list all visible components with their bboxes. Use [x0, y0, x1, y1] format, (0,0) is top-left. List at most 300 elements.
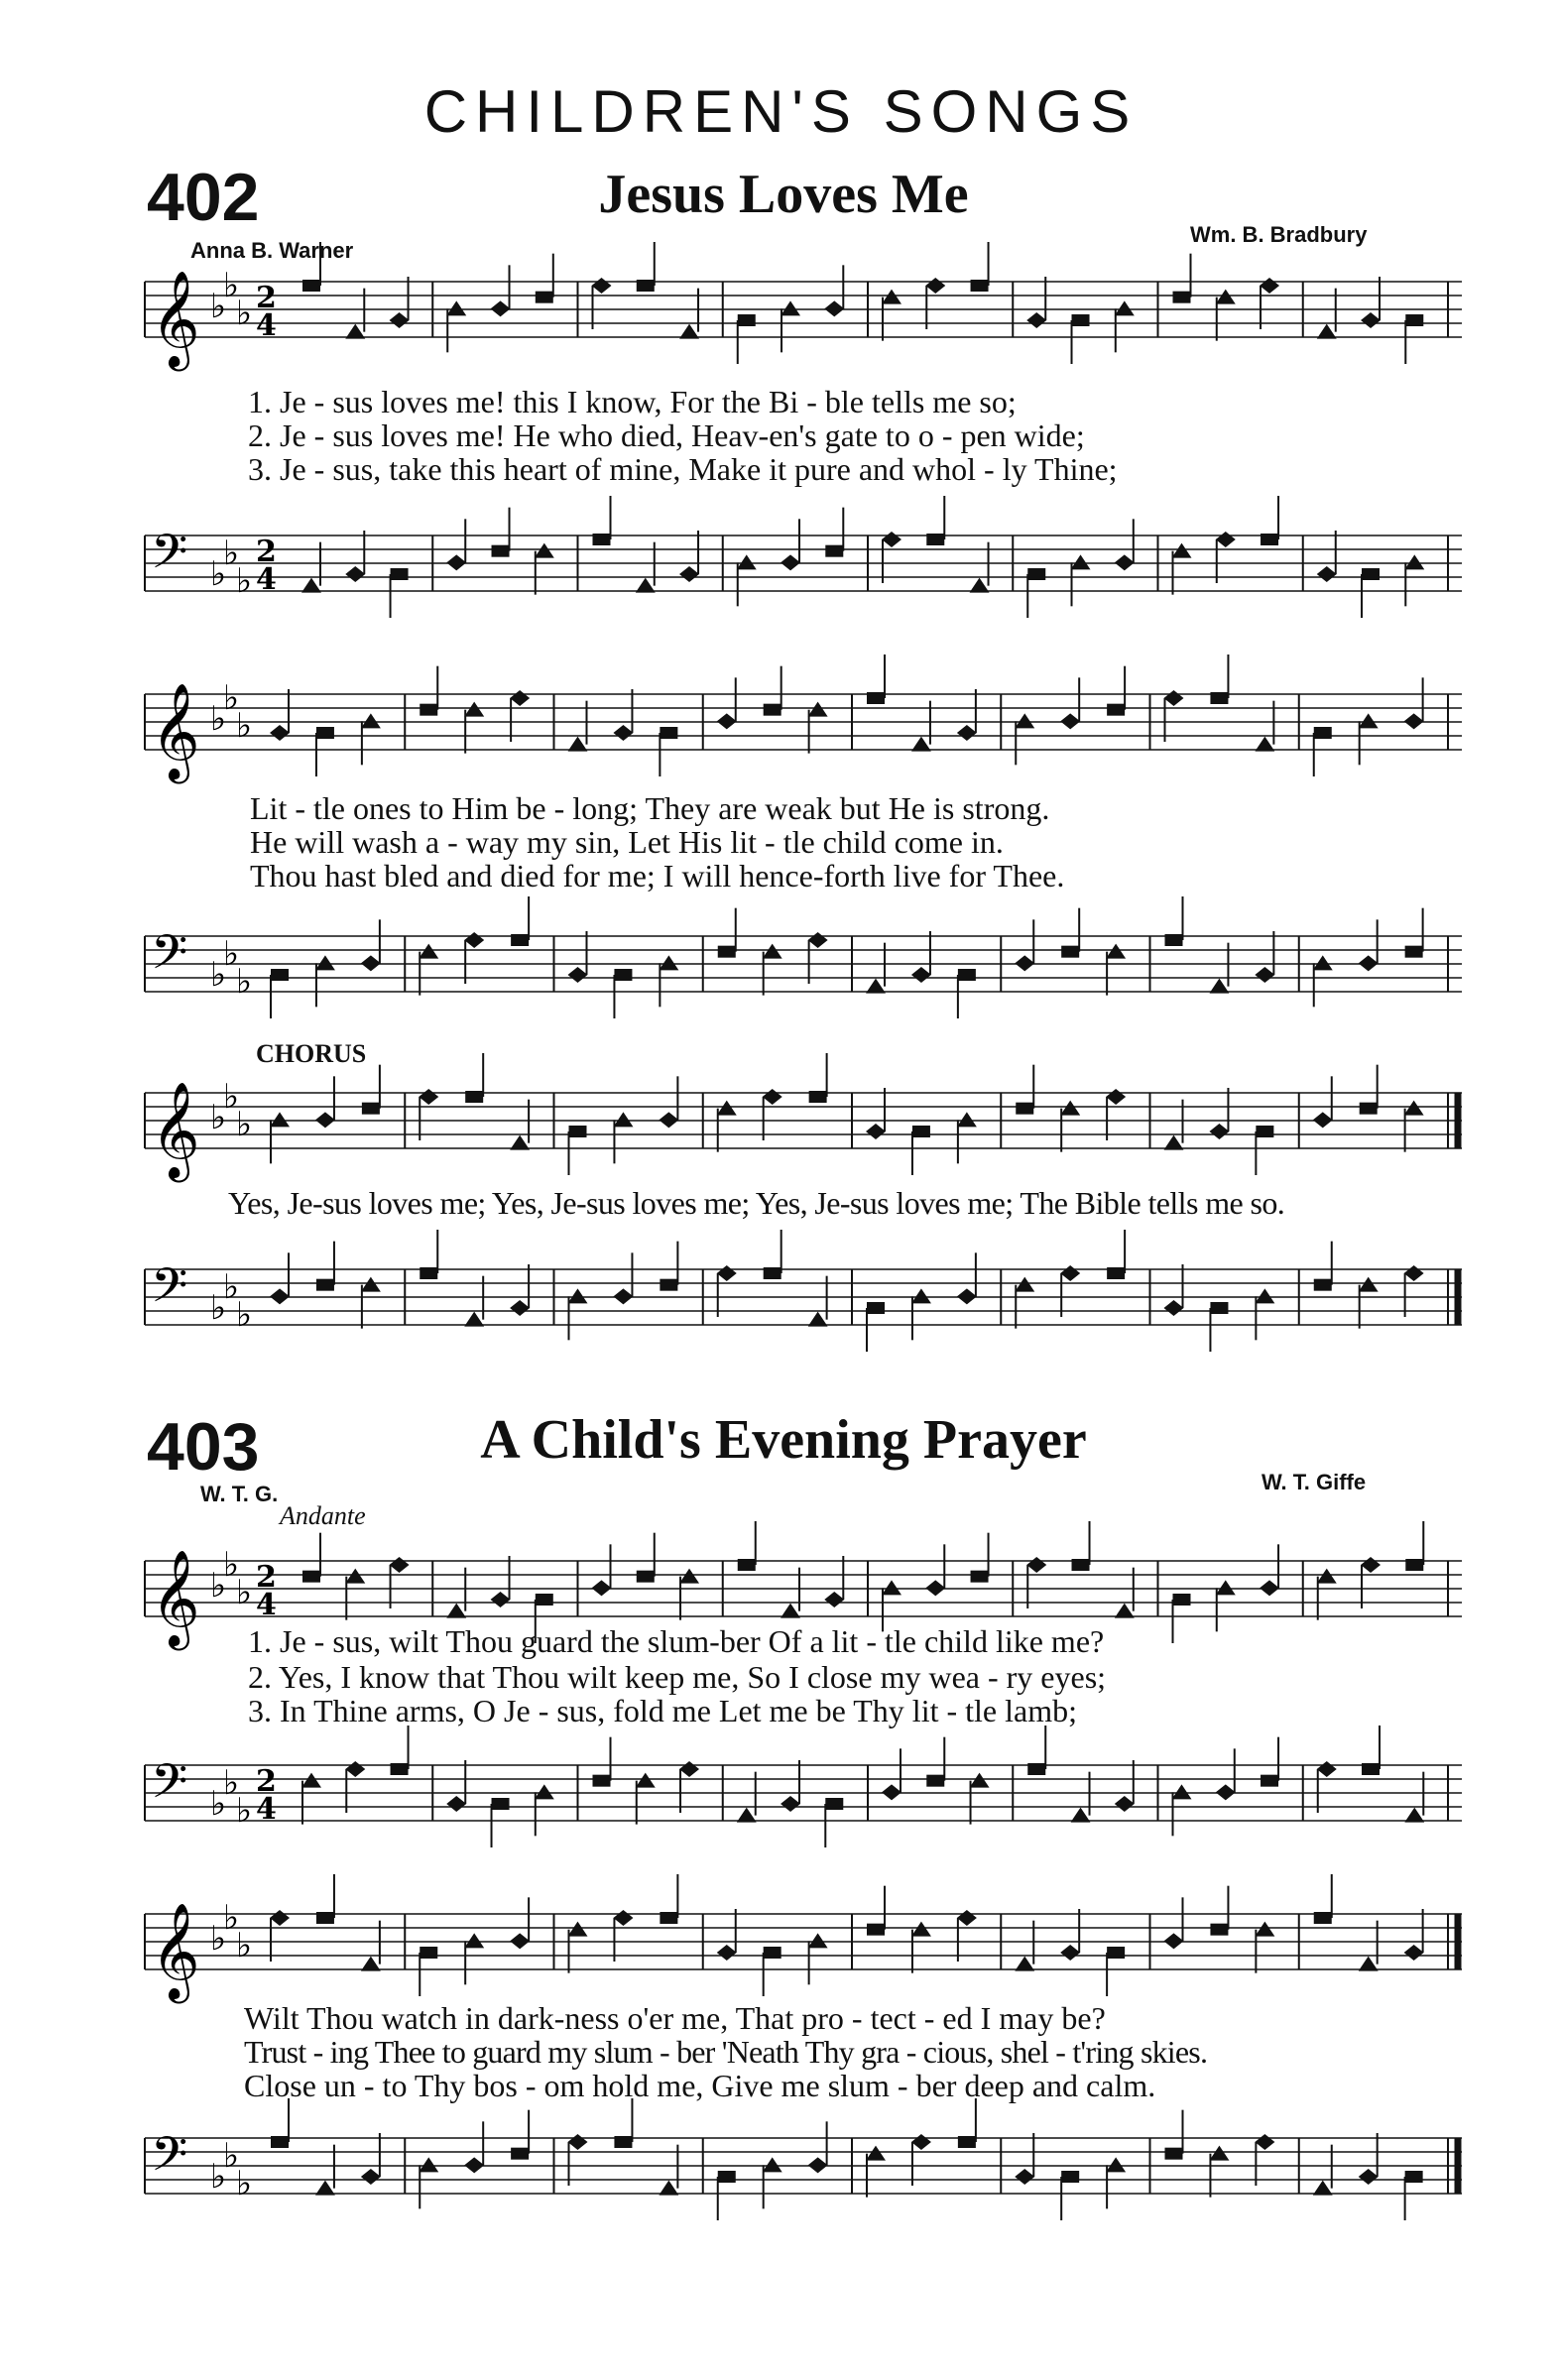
note-head — [911, 967, 931, 983]
chorus-label-402: CHORUS — [256, 1039, 367, 1068]
treble-clef-icon: 𝄞 — [151, 682, 200, 779]
note-head — [510, 1933, 530, 1949]
note-head — [911, 737, 931, 752]
music-credit-402: Wm. B. Bradbury — [1190, 222, 1368, 247]
note-head — [738, 314, 756, 326]
lyric-402-1-v2: 2. Je - sus loves me! He who died, Heav-en's gate to o - pen wide; — [248, 417, 1085, 453]
note-head — [361, 2169, 381, 2185]
note-head — [1107, 704, 1125, 716]
note-head — [679, 324, 699, 339]
note-head — [808, 932, 828, 948]
staff-403-2-bass — [139, 2116, 1468, 2225]
note-head — [1255, 967, 1274, 983]
note-head — [781, 300, 800, 315]
note-head — [911, 1288, 931, 1303]
note-head — [1317, 566, 1337, 582]
note-head — [679, 566, 699, 582]
note-head — [1255, 737, 1274, 752]
note-head — [271, 2136, 289, 2148]
note-head — [637, 1571, 655, 1583]
note-head — [568, 2134, 588, 2150]
section-title: CHILDREN'S SONGS — [423, 78, 1139, 145]
lyric-403-2-v2: Trust - ing Thee to guard my slum - ber 'Neath Thy gra - cious, shel - t'ring skies. — [244, 2034, 1208, 2070]
note-head — [717, 713, 737, 729]
note-head — [1216, 1784, 1236, 1800]
note-head — [824, 300, 844, 316]
note-head — [316, 1279, 334, 1291]
note-head — [1359, 955, 1379, 971]
note-head — [1317, 324, 1337, 339]
flat-icon: ♭ — [223, 266, 240, 305]
note-head — [957, 1910, 977, 1926]
words-credit-403: W. T. G. — [200, 1482, 279, 1506]
music-credit-403: W. T. Giffe — [1262, 1470, 1367, 1494]
note-head — [510, 1300, 530, 1316]
flat-icon: ♭ — [236, 1791, 253, 1831]
staff-402-3-bass — [139, 1248, 1468, 1357]
note-head — [925, 278, 945, 294]
flat-icon: ♭ — [223, 1763, 240, 1803]
note-head — [659, 955, 678, 970]
note-head — [420, 1947, 437, 1959]
note-head — [1210, 1302, 1228, 1314]
flat-icon: ♭ — [223, 534, 240, 573]
time-signature-bottom: 4 — [256, 1588, 277, 1622]
note-head — [1027, 568, 1045, 580]
flat-icon: ♭ — [210, 1919, 227, 1959]
note-head — [781, 1796, 800, 1812]
note-head — [1216, 1580, 1236, 1595]
time-signature-bottom: 4 — [256, 1792, 277, 1827]
note-head — [1404, 713, 1424, 729]
words-credit-402: Anna B. Warner — [190, 238, 354, 263]
flat-icon: ♭ — [210, 1288, 227, 1328]
flat-icon: ♭ — [223, 934, 240, 974]
note-head — [912, 1126, 930, 1137]
note-head — [1404, 1945, 1424, 1961]
note-head — [464, 702, 484, 717]
note-head — [1210, 1924, 1228, 1936]
note-head — [808, 2157, 828, 2173]
bass-clef-icon: 𝄢 — [151, 524, 188, 591]
flat-icon: ♭ — [236, 2164, 253, 2203]
note-head — [361, 955, 381, 971]
note-head — [446, 554, 466, 570]
note-head — [345, 324, 365, 339]
note-head — [446, 300, 466, 315]
time-signature-top: 2 — [256, 1764, 277, 1799]
note-head — [866, 2146, 886, 2161]
note-head — [1209, 979, 1229, 994]
note-head — [361, 1277, 381, 1292]
flat-icon: ♭ — [223, 1267, 240, 1307]
note-head — [1173, 292, 1191, 303]
note-head — [361, 713, 381, 728]
note-head — [511, 2148, 529, 2160]
note-head — [614, 2136, 632, 2148]
flat-icon: ♭ — [210, 2157, 227, 2197]
note-head — [316, 727, 334, 739]
note-head — [1255, 2134, 1274, 2150]
lyric-402-2-v1: Lit - tle ones to Him be - long; They are weak but He is strong. — [250, 790, 1050, 826]
note-head — [866, 979, 886, 994]
note-head — [1027, 1763, 1045, 1775]
note-head — [1173, 1594, 1191, 1606]
note-head — [764, 1947, 781, 1959]
note-head — [1071, 1808, 1091, 1823]
flat-icon: ♭ — [236, 962, 253, 1002]
note-head — [718, 946, 736, 958]
note-head — [659, 1112, 678, 1128]
note-head — [925, 1580, 945, 1596]
note-head — [420, 1267, 437, 1279]
note-head — [536, 292, 553, 303]
note-head — [824, 1592, 844, 1607]
note-head — [1405, 1559, 1423, 1571]
note-head — [302, 1571, 320, 1583]
note-head — [781, 554, 800, 570]
note-head — [1313, 1112, 1333, 1128]
staff-402-1-bass — [139, 514, 1468, 623]
hymn-number-403: 403 — [147, 1409, 260, 1485]
note-head — [1359, 2169, 1379, 2185]
staff-403-2-treble — [139, 1892, 1468, 2001]
lyric-402-1-v3: 3. Je - sus, take this heart of mine, Make it pure and whol - ly Thine; — [248, 451, 1118, 487]
note-head — [1115, 1604, 1135, 1618]
lyric-402-2-v2: He will wash a - way my sin, Let His lit - tle child come in. — [250, 824, 1004, 860]
note-head — [867, 1924, 885, 1936]
note-head — [1404, 554, 1424, 569]
flat-icon: ♭ — [210, 287, 227, 326]
note-head — [867, 692, 885, 704]
note-head — [1255, 1922, 1274, 1937]
note-head — [1314, 727, 1332, 739]
note-head — [464, 932, 484, 948]
time-signature-top: 2 — [256, 535, 277, 569]
note-head — [1016, 1103, 1033, 1115]
note-head — [1261, 1775, 1278, 1787]
note-head — [446, 1796, 466, 1812]
note-head — [1313, 955, 1333, 970]
note-head — [1314, 1279, 1332, 1291]
note-head — [390, 312, 410, 328]
note-head — [1362, 568, 1380, 580]
note-head — [737, 1808, 757, 1823]
note-head — [825, 1798, 843, 1810]
flat-icon: ♭ — [236, 1926, 253, 1965]
note-head — [971, 280, 989, 292]
note-head — [361, 1957, 381, 1971]
note-head — [1015, 2169, 1034, 2185]
note-head — [1060, 1945, 1080, 1961]
treble-clef-icon: 𝄞 — [151, 270, 200, 367]
tempo-marking-403: Andante — [280, 1501, 366, 1530]
note-head — [271, 969, 289, 981]
note-head — [1404, 1101, 1424, 1116]
note-head — [464, 1312, 484, 1327]
flat-icon: ♭ — [223, 1545, 240, 1585]
note-head — [882, 532, 901, 547]
note-head — [535, 543, 554, 558]
staff-402-3-treble — [139, 1071, 1468, 1180]
note-head — [315, 955, 335, 970]
note-head — [1115, 1796, 1135, 1812]
note-head — [1026, 312, 1046, 328]
note-head — [1172, 1784, 1192, 1799]
note-head — [592, 278, 612, 294]
flat-icon: ♭ — [236, 1573, 253, 1612]
note-head — [717, 1945, 737, 1961]
note-head — [1164, 690, 1184, 706]
note-head — [764, 704, 781, 716]
note-head — [1172, 543, 1192, 558]
note-head — [867, 1302, 885, 1314]
staff-402-2-bass — [139, 914, 1468, 1023]
note-head — [613, 1288, 633, 1304]
flat-icon: ♭ — [210, 554, 227, 594]
note-head — [390, 1557, 410, 1573]
note-head — [1106, 2157, 1126, 2172]
note-head — [1359, 1957, 1379, 1971]
note-head — [808, 1933, 828, 1948]
note-head — [1359, 713, 1379, 728]
note-head — [808, 1312, 828, 1327]
note-head — [613, 1112, 633, 1127]
note-head — [970, 578, 990, 593]
note-head — [1060, 1265, 1080, 1281]
note-head — [420, 704, 437, 716]
note-head — [636, 1773, 656, 1788]
note-head — [1209, 2146, 1229, 2161]
flat-icon: ♭ — [223, 2136, 240, 2176]
note-head — [882, 290, 901, 304]
note-head — [659, 2181, 678, 2196]
note-head — [1115, 300, 1135, 315]
note-head — [882, 1784, 901, 1800]
note-head — [492, 1798, 510, 1810]
note-head — [1361, 312, 1381, 328]
note-head — [1165, 2148, 1183, 2160]
note-head — [1015, 1957, 1034, 1971]
note-head — [1061, 2171, 1079, 2183]
note-head — [866, 1124, 886, 1139]
note-head — [464, 1933, 484, 1948]
note-head — [660, 1279, 677, 1291]
note-head — [592, 1580, 612, 1596]
lyric-403-2-v3: Close un - to Thy bos - om hold me, Give me slum - ber deep and calm. — [244, 2068, 1156, 2103]
flat-icon: ♭ — [210, 955, 227, 995]
note-head — [1216, 290, 1236, 304]
note-head — [1255, 1288, 1274, 1303]
note-head — [1165, 934, 1183, 946]
note-head — [1317, 1761, 1337, 1777]
note-head — [737, 554, 757, 569]
note-head — [1061, 946, 1079, 958]
note-head — [391, 1763, 409, 1775]
note-head — [926, 1775, 944, 1787]
note-head — [1015, 713, 1034, 728]
note-head — [958, 969, 976, 981]
note-head — [1107, 1947, 1125, 1959]
note-head — [1060, 1101, 1080, 1116]
note-head — [569, 1126, 587, 1137]
time-signature-bottom: 4 — [256, 562, 277, 597]
note-head — [391, 568, 409, 580]
note-head — [1060, 713, 1080, 729]
note-head — [637, 280, 655, 292]
note-head — [446, 1604, 466, 1618]
time-signature-top: 2 — [256, 281, 277, 315]
note-head — [270, 1112, 290, 1127]
note-head — [270, 725, 290, 741]
bass-clef-icon: 𝄢 — [151, 1257, 188, 1325]
lyric-403-1-v1: 1. Je - sus, wilt Thou guard the slum-ber Of a lit - tle child like me? — [248, 1623, 1105, 1659]
note-head — [1405, 2171, 1423, 2183]
note-head — [302, 280, 320, 292]
note-head — [660, 727, 677, 739]
flat-icon: ♭ — [210, 699, 227, 739]
note-head — [1361, 1557, 1381, 1573]
note-head — [1164, 1135, 1184, 1150]
note-head — [808, 702, 828, 717]
note-head — [593, 1775, 611, 1787]
note-head — [1405, 946, 1423, 958]
note-head — [958, 2136, 976, 2148]
note-head — [781, 1604, 800, 1618]
note-head — [1209, 1124, 1229, 1139]
note-head — [345, 566, 365, 582]
note-head — [1256, 1126, 1273, 1137]
lyric-403-2-v1: Wilt Thou watch in dark-ness o'er me, That pro - tect - ed I may be? — [244, 2000, 1106, 2036]
note-head — [345, 1569, 365, 1584]
flat-icon: ♭ — [223, 1898, 240, 1938]
time-signature-bottom: 4 — [256, 308, 277, 343]
note-head — [1260, 278, 1279, 294]
treble-clef-icon: 𝄞 — [151, 1549, 200, 1646]
note-head — [464, 2157, 484, 2173]
note-head — [763, 2157, 782, 2172]
note-head — [492, 545, 510, 557]
note-head — [535, 1784, 554, 1799]
flat-icon: ♭ — [236, 561, 253, 601]
bass-clef-icon: 𝄢 — [151, 924, 188, 992]
note-head — [1317, 1569, 1337, 1584]
note-head — [1362, 1763, 1380, 1775]
note-head — [738, 1559, 756, 1571]
note-head — [926, 534, 944, 545]
note-head — [911, 1922, 931, 1937]
lyric-402-1-v1: 1. Je - sus loves me! this I know, For the Bi - ble tells me so; — [248, 384, 1017, 419]
note-head — [1106, 1089, 1126, 1105]
note-head — [510, 690, 530, 706]
flat-icon: ♭ — [210, 1784, 227, 1824]
note-head — [1216, 532, 1236, 547]
note-head — [316, 1912, 334, 1924]
note-head — [1313, 2181, 1333, 2196]
note-head — [660, 1912, 677, 1924]
note-head — [679, 1569, 699, 1584]
note-head — [270, 1910, 290, 1926]
note-head — [971, 1571, 989, 1583]
note-head — [510, 1135, 530, 1150]
note-head — [1260, 1580, 1279, 1596]
note-head — [1072, 1559, 1090, 1571]
flat-icon: ♭ — [236, 706, 253, 746]
note-head — [491, 1592, 511, 1607]
note-head — [568, 1922, 588, 1937]
flat-icon: ♭ — [223, 678, 240, 718]
note-head — [764, 1267, 781, 1279]
note-head — [763, 1089, 782, 1105]
note-head — [1072, 314, 1090, 326]
note-head — [1405, 314, 1423, 326]
note-head — [679, 1761, 699, 1777]
note-head — [315, 1112, 335, 1128]
note-head — [1106, 944, 1126, 959]
note-head — [717, 1101, 737, 1116]
hymn-number-402: 402 — [147, 160, 260, 235]
note-head — [1071, 554, 1091, 569]
note-head — [1107, 1267, 1125, 1279]
flat-icon: ♭ — [210, 1098, 227, 1137]
note-head — [362, 1103, 380, 1115]
lyric-403-1-v2: 2. Yes, I know that Thou wilt keep me, So I close my wea - ry eyes; — [248, 1659, 1107, 1695]
note-head — [809, 1091, 827, 1103]
note-head — [465, 1091, 483, 1103]
note-head — [315, 2181, 335, 2196]
note-head — [763, 944, 782, 959]
note-head — [1164, 1300, 1184, 1316]
bass-clef-icon: 𝄢 — [151, 1753, 188, 1821]
note-head — [1261, 534, 1278, 545]
staff-403-1-bass — [139, 1743, 1468, 1852]
note-head — [957, 725, 977, 741]
hymn-title-403: A Child's Evening Prayer — [480, 1409, 1087, 1471]
treble-clef-icon: 𝄞 — [151, 1081, 200, 1178]
note-head — [1164, 1933, 1184, 1949]
note-head — [957, 1288, 977, 1304]
hymn-title-402: Jesus Loves Me — [598, 164, 969, 225]
note-head — [568, 737, 588, 752]
note-head — [717, 1265, 737, 1281]
treble-clef-icon: 𝄞 — [151, 1902, 200, 1999]
note-head — [911, 2134, 931, 2150]
note-head — [613, 1910, 633, 1926]
note-head — [419, 2157, 438, 2172]
staff-402-1-treble — [139, 260, 1468, 369]
note-head — [419, 944, 438, 959]
flat-icon: ♭ — [223, 1077, 240, 1117]
note-head — [593, 534, 611, 545]
note-head — [1314, 1912, 1332, 1924]
note-head — [419, 1089, 438, 1105]
note-head — [613, 725, 633, 741]
flat-icon: ♭ — [236, 1295, 253, 1335]
note-head — [568, 967, 588, 983]
note-head — [270, 1288, 290, 1304]
flat-icon: ♭ — [236, 294, 253, 333]
note-head — [536, 1594, 553, 1606]
note-head — [825, 545, 843, 557]
note-head — [636, 578, 656, 593]
lyric-402-2-v3: Thou hast bled and died for me; I will hence-forth live for Thee. — [250, 858, 1065, 893]
flat-icon: ♭ — [210, 1566, 227, 1606]
note-head — [1404, 1808, 1424, 1823]
note-head — [957, 1112, 977, 1127]
note-head — [1360, 1103, 1378, 1115]
note-head — [1210, 692, 1228, 704]
note-head — [882, 1580, 901, 1595]
